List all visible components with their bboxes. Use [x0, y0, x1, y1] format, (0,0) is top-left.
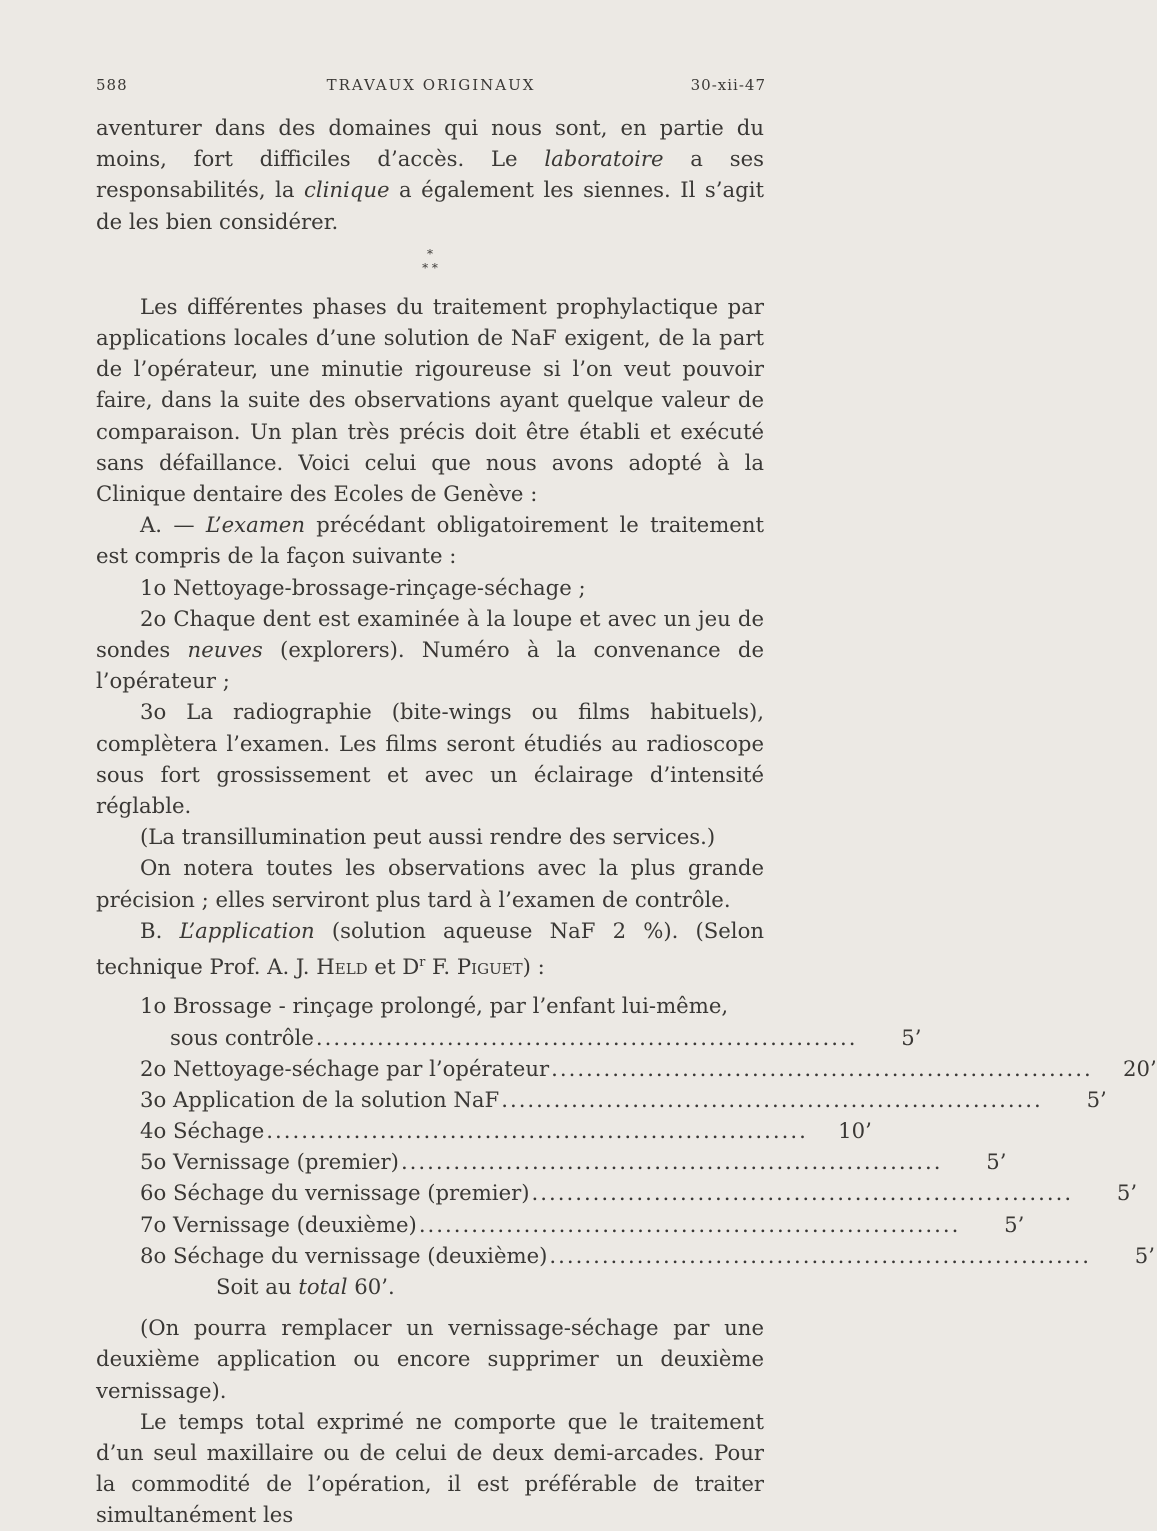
- section-asterism: * * *: [422, 246, 438, 275]
- step-duration: 5’: [1116, 1180, 1138, 1206]
- dot-leader: ..............................................................: [551, 1055, 1093, 1081]
- step-row: 5o Vernissage (premier) .............................................................. 5’: [140, 1146, 700, 1177]
- issue-date: 30-xii-47: [690, 76, 766, 94]
- dot-leader: ..............................................................: [400, 1149, 943, 1175]
- application-steps-list: [140, 990, 1157, 1302]
- exam-item-3: 3o La radiographie (bite-wings ou films habituels), complètera l’examen. Les films seront étudiés au radioscope sous fort grossissement et avec un éclairage d’intensité réglable.: [96, 699, 764, 819]
- paragraph-phases: Les différentes phases du traitement prophylactique par applications locales d’une solution de NaF exigent, de la part de l’opérateur, une minutie rigoureuse si l’on veut pouvoir faire, dans la suite des observations ayant quelque valeur de comparaison. Un plan très précis doit être établi et exécuté sans défaillance. Voici celui que nous avons adopté à la Clinique dentaire des Ecoles de Genève :: [96, 293, 764, 507]
- exam-note: (La transillumination peut aussi rendre des services.): [140, 824, 716, 850]
- step-duration: 5’: [1134, 1242, 1155, 1268]
- page-body: [96, 112, 1157, 1531]
- step-duration: 5’: [901, 1024, 922, 1050]
- step-row: 1o Brossage - rinçage prolongé, par l’enfant lui-même,: [140, 993, 729, 1019]
- step-row: 7o Vernissage (deuxième) .............................................................. 5’: [140, 1209, 700, 1240]
- step-row: sous contrôle .............................................................. 5’: [140, 1022, 700, 1053]
- step-row: 3o Application de la solution NaF .............................................................. 5’: [140, 1084, 700, 1115]
- step-duration: 5’: [986, 1149, 1007, 1175]
- step-row: 8o Séchage du vernissage (deuxième) .............................................................. 5’: [140, 1240, 700, 1271]
- steps-total: Soit au total 60’.: [216, 1274, 395, 1300]
- step-duration: 20’: [1122, 1055, 1157, 1081]
- dot-leader: ..............................................................: [549, 1242, 1091, 1268]
- exam-item-1: 1o Nettoyage-brossage-rinçage-séchage ;: [140, 574, 586, 600]
- dot-leader: ..............................................................: [418, 1211, 961, 1237]
- dot-leader: ..............................................................: [531, 1180, 1074, 1206]
- step-duration: 10’: [838, 1118, 872, 1144]
- running-header: [96, 76, 766, 100]
- step-row: 6o Séchage du vernissage (premier) .............................................................. 5’: [140, 1177, 700, 1208]
- exam-observations: On notera toutes les observations avec la plus grande précision ; elles serviront plus tard à l’examen de contrôle.: [96, 855, 764, 912]
- exam-item-2: 2o Chaque dent est examinée à la loupe et avec un jeu de sondes neuves (explorers). Numéro à la convenance de l’opérateur ;: [96, 605, 764, 694]
- step-row: 4o Séchage .............................................................. 10’: [140, 1115, 700, 1146]
- dot-leader: ..............................................................: [315, 1024, 858, 1050]
- section-a-heading: A. — L’examen précédant obligatoirement le traitement est compris de la façon suivante :: [96, 512, 764, 569]
- running-title: TRAVAUX ORIGINAUX: [326, 76, 536, 94]
- page-number: 588: [96, 76, 128, 94]
- step-duration: 5’: [1004, 1211, 1025, 1237]
- step-row: 2o Nettoyage-séchage par l’opérateur .............................................................. 20’: [140, 1053, 700, 1084]
- paragraph-intro: aventurer dans des domaines qui nous sont, en partie du moins, fort difficiles d’accès. Le laboratoire a ses responsabilités, la clinique a également les siennes. Il s’agit de les bien considérer.: [96, 115, 764, 234]
- dot-leader: ..............................................................: [266, 1118, 808, 1144]
- dot-leader: ..............................................................: [501, 1086, 1043, 1112]
- paragraph-total-time: Le temps total exprimé ne comporte que le traitement d’un seul maxillaire ou de celui de deux demi-arcades. Pour la commodité de l’opération, il est préférable de traiter simultanément les: [96, 1408, 764, 1528]
- section-b-heading: B. L’application (solution aqueuse NaF 2 %). (Selon technique Prof. A. J. Held et $D^r$ F. Piguet) :: [96, 917, 764, 980]
- paragraph-alternative: (On pourra remplacer un vernissage-séchage par une deuxième application ou encore supprimer un deuxième vernissage).: [96, 1315, 764, 1403]
- step-duration: 5’: [1086, 1086, 1107, 1112]
